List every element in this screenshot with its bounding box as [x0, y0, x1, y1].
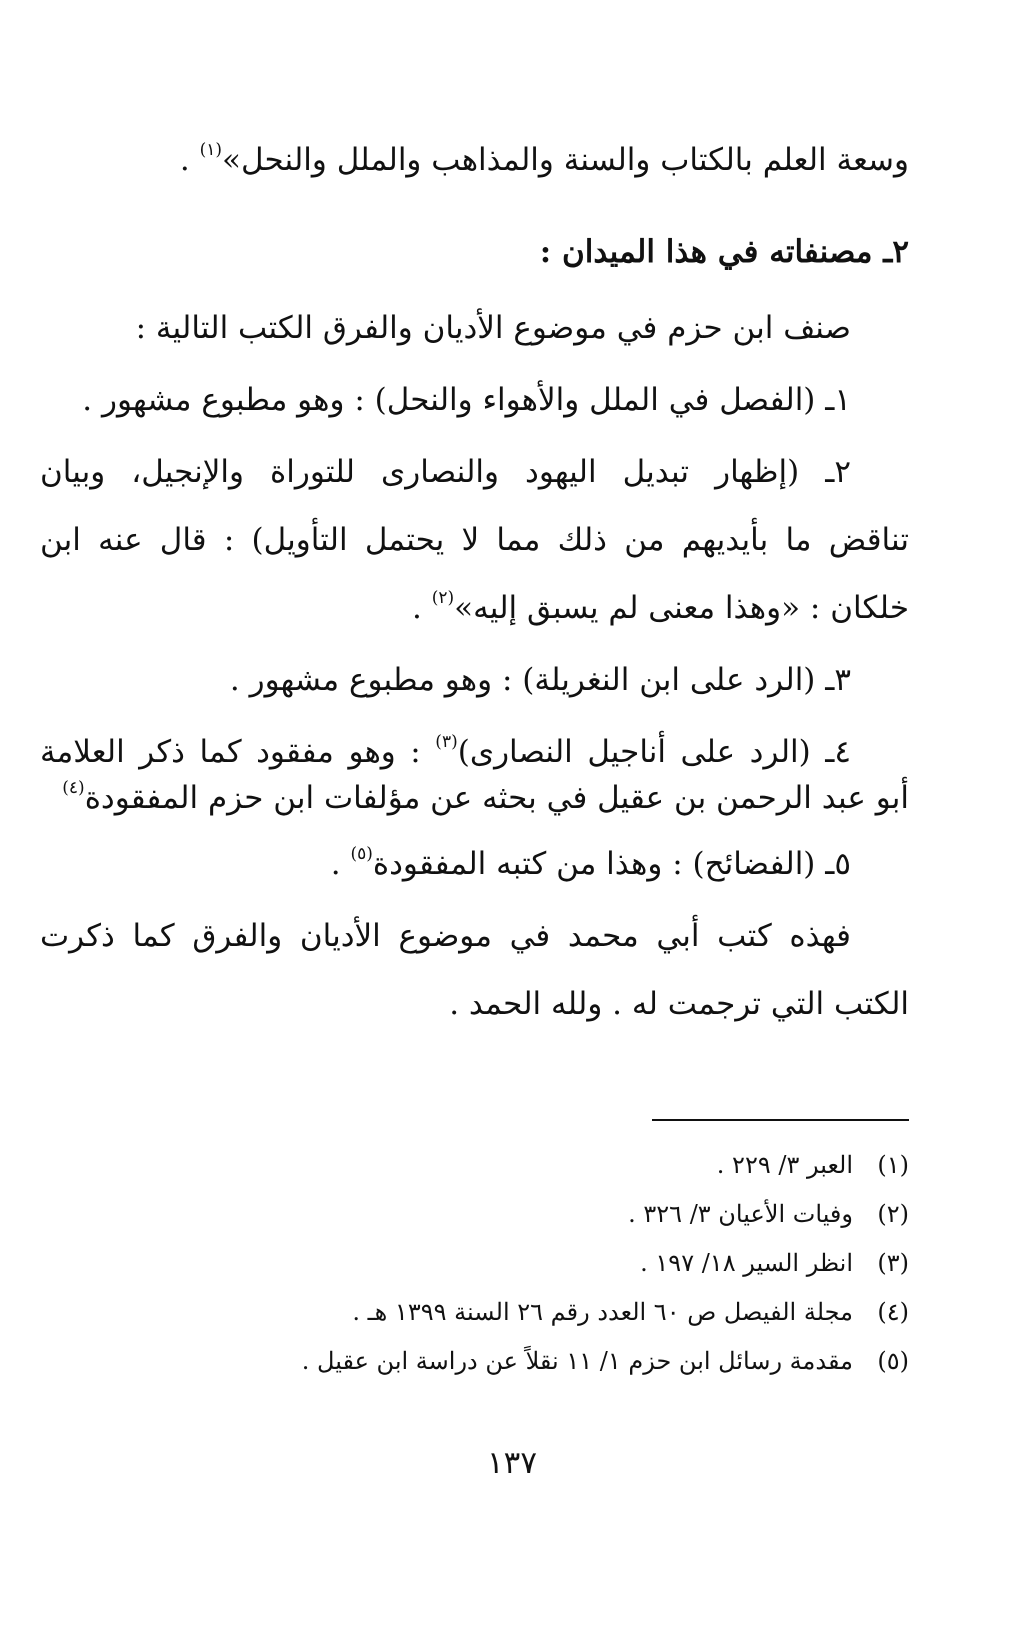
- footnote-ref[interactable]: (٥): [350, 844, 373, 864]
- list-item-4-title: ٤ـ (الرد على أناجيل النصارى): [457, 734, 851, 770]
- footnotes: [100, 1150, 909, 1395]
- list-item-5-text: [40, 844, 909, 884]
- footnote-item: [100, 1297, 909, 1346]
- footnote-ref[interactable]: (٣): [435, 732, 458, 752]
- footnote-item: [100, 1150, 909, 1199]
- list-item-5-title: ٥ـ (الفضائح) : وهذا من كتبه المفقودة: [372, 846, 851, 882]
- footnote-text: وفيات الأعيان ٣/ ٣٢٦ .: [628, 1200, 853, 1228]
- list-item-4-note: : وهو مفقود كما ذكر العلامة: [40, 734, 436, 770]
- closing-paragraph: [40, 916, 909, 1024]
- footnote-number: (٣): [877, 1249, 909, 1277]
- footnote-text: مقدمة رسائل ابن حزم ١/ ١١ نقلاً عن دراسة ابن عقيل .: [301, 1347, 853, 1375]
- footnote-ref[interactable]: (١): [199, 140, 223, 160]
- intro-text: وسعة العلم بالكتاب والسنة والمذاهب والملل والنحل»: [222, 142, 909, 178]
- footnote-divider: [652, 1119, 909, 1121]
- list-item-2-quote: خلكان : «وهذا معنى لم يسبق إليه»: [454, 590, 909, 626]
- closing-line-1: فهذه كتب أبي محمد في موضوع الأديان والفرق كما ذكرت: [40, 918, 851, 954]
- footnote-item: [100, 1199, 909, 1248]
- closing-line-2: الكتب التي ترجمت له . ولله الحمد .: [449, 986, 909, 1022]
- list-item-2: [40, 452, 909, 628]
- footnote-item: [100, 1248, 909, 1297]
- intro-paragraph: [40, 140, 909, 180]
- list-item-4-line-2: [40, 778, 909, 818]
- section-heading: ٢ـ مصنفاته في هذا الميدان :: [539, 234, 909, 270]
- lead-text: صنف ابن حزم في موضوع الأديان والفرق الكتب التالية :: [135, 310, 851, 346]
- list-item-5: [40, 844, 909, 884]
- main-text: [40, 140, 909, 1056]
- footnote-text: العبر ٣/ ٢٢٩ .: [716, 1151, 853, 1179]
- list-item-4: [40, 732, 909, 818]
- list-item-3-text: ٣ـ (الرد على ابن النغريلة) : وهو مطبوع مشهور .: [229, 662, 851, 698]
- footnote-number: (٥): [877, 1347, 909, 1375]
- footnote-item: [100, 1346, 909, 1395]
- list-item-2-line-1: ٢ـ (إظهار تبديل اليهود والنصارى للتوراة والإنجيل، وبيان: [40, 454, 851, 490]
- list-item-2-line-3: [40, 588, 909, 628]
- lead-paragraph: [40, 308, 909, 348]
- list-item-1: [40, 380, 909, 420]
- page-number: ١٣٧: [487, 1445, 537, 1481]
- footnote-number: (٤): [877, 1298, 909, 1326]
- intro-end: .: [179, 142, 200, 178]
- list-item-2-line-2: تناقض ما بأيديهم من ذلك مما لا يحتمل التأويل) : قال عنه ابن: [40, 522, 909, 558]
- list-item-2-end: .: [412, 590, 432, 626]
- list-item-1-text: ١ـ (الفصل في الملل والأهواء والنحل) : وهو مطبوع مشهور .: [82, 382, 851, 418]
- footnote-text: انظر السير ١٨/ ١٩٧ .: [640, 1249, 853, 1277]
- footnote-ref[interactable]: (٢): [431, 588, 455, 608]
- list-item-3: [40, 660, 909, 700]
- footnote-text: مجلة الفيصل ص ٦٠ العدد رقم ٢٦ السنة ١٣٩٩ هـ .: [352, 1298, 853, 1326]
- footnote-ref[interactable]: (٤): [62, 778, 85, 798]
- list-item-4-line-1: [40, 732, 909, 772]
- footnote-number: (٢): [877, 1200, 909, 1228]
- list-item-4-author: أبو عبد الرحمن بن عقيل في بحثه عن مؤلفات ابن حزم المفقودة: [84, 780, 909, 816]
- footnote-number: (١): [877, 1151, 909, 1179]
- list-item-5-end: .: [330, 846, 351, 882]
